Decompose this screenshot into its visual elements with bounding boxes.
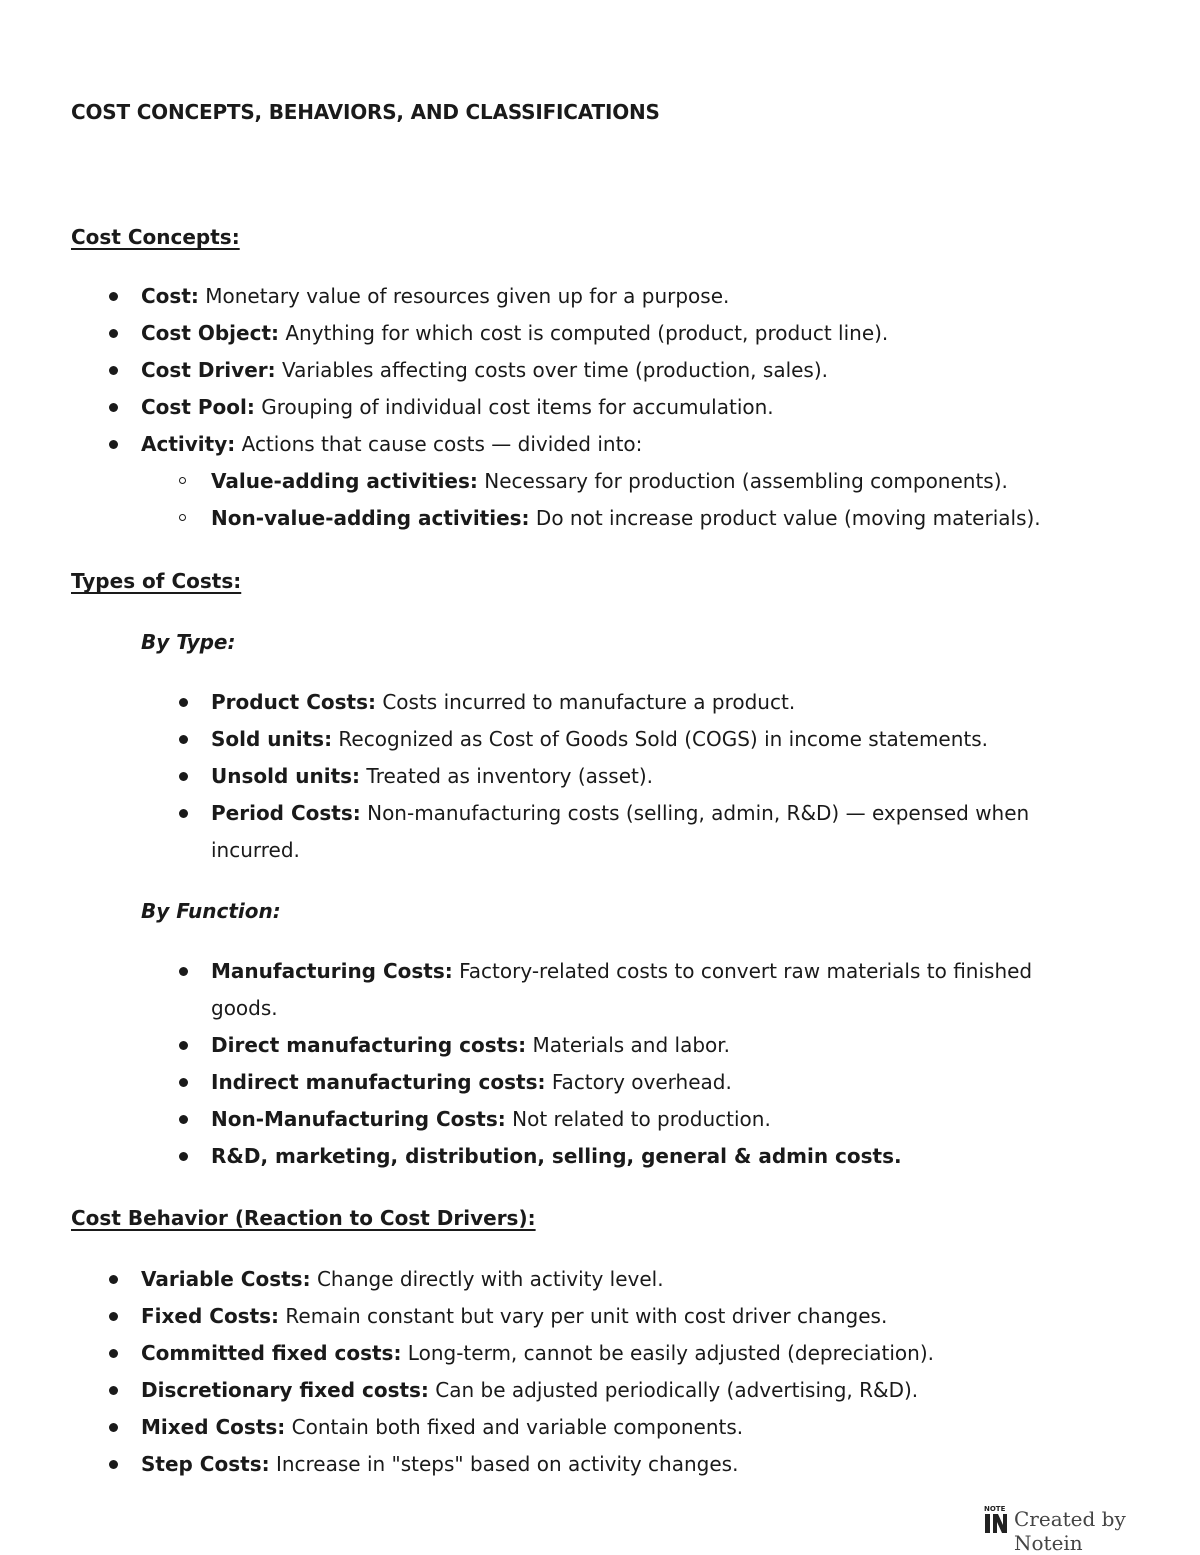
- list-item: [141, 315, 1121, 352]
- definition: Contain both fixed and variable components.: [285, 1415, 744, 1439]
- definition: Necessary for production (assembling components).: [477, 469, 1008, 493]
- term: Mixed Costs:: [141, 1415, 286, 1439]
- by-type-list: [211, 684, 1131, 869]
- term: Manufacturing Costs:: [211, 959, 453, 983]
- bullet-icon: [179, 967, 188, 976]
- by-function-list: [211, 953, 1131, 1175]
- bullet-icon: [109, 292, 118, 301]
- list-item: [141, 389, 1121, 426]
- section-heading-cost-behavior: Cost Behavior (Reaction to Cost Drivers):: [71, 1206, 536, 1230]
- list-item: [141, 426, 1121, 463]
- list-item: [141, 1446, 1121, 1483]
- activity-sublist: [211, 463, 1131, 537]
- term: Value-adding activities:: [211, 469, 478, 493]
- definition: Not related to production.: [505, 1107, 771, 1131]
- term: R&D, marketing, distribution, selling, general & admin costs.: [211, 1144, 902, 1168]
- term: Fixed Costs:: [141, 1304, 280, 1328]
- term: Variable Costs:: [141, 1267, 311, 1291]
- list-item: [141, 352, 1121, 389]
- bullet-icon: [179, 1041, 188, 1050]
- section-heading-types-of-costs: Types of Costs:: [71, 569, 242, 593]
- term: Non-Manufacturing Costs:: [211, 1107, 506, 1131]
- list-item: [141, 1261, 1121, 1298]
- subheading-by-type: By Type:: [141, 630, 236, 654]
- term: Direct manufacturing costs:: [211, 1033, 527, 1057]
- term: Cost Pool:: [141, 395, 255, 419]
- term: Cost Driver:: [141, 358, 276, 382]
- term: Period Costs:: [211, 801, 361, 825]
- bullet-icon: [109, 366, 118, 375]
- list-item: [141, 1409, 1121, 1446]
- list-item: [141, 278, 1121, 315]
- bullet-icon: [179, 772, 188, 781]
- bullet-icon: [109, 1386, 118, 1395]
- list-item: [211, 1064, 1131, 1101]
- section-heading-cost-concepts: Cost Concepts:: [71, 225, 240, 249]
- term: Indirect manufacturing costs:: [211, 1070, 546, 1094]
- bullet-icon: [179, 698, 188, 707]
- list-item: [141, 1298, 1121, 1335]
- bullet-icon: [109, 1460, 118, 1469]
- list-item: [141, 1372, 1121, 1409]
- list-item: [141, 1335, 1121, 1372]
- term: Cost:: [141, 284, 199, 308]
- list-item: [211, 684, 1131, 721]
- circle-bullet-icon: [179, 477, 186, 484]
- bullet-icon: [109, 440, 118, 449]
- definition: Long-term, cannot be easily adjusted (depreciation).: [401, 1341, 934, 1365]
- definition: Materials and labor.: [526, 1033, 730, 1057]
- sublist-item: [211, 463, 1131, 500]
- definition: Increase in "steps" based on activity changes.: [269, 1452, 739, 1476]
- cost-concepts-list: [141, 278, 1121, 463]
- bullet-icon: [179, 1115, 188, 1124]
- list-item: [211, 758, 1131, 795]
- definition: Variables affecting costs over time (production, sales).: [275, 358, 829, 382]
- term: Activity:: [141, 432, 236, 456]
- list-item: [211, 953, 1091, 1027]
- bullet-icon: [109, 1312, 118, 1321]
- term: Cost Object:: [141, 321, 279, 345]
- definition: Anything for which cost is computed (product, product line).: [279, 321, 889, 345]
- bullet-icon: [179, 809, 188, 818]
- cost-behavior-list: [141, 1261, 1121, 1483]
- definition: Grouping of individual cost items for accumulation.: [254, 395, 774, 419]
- notein-logo-icon: [984, 1503, 1008, 1535]
- definition: Actions that cause costs — divided into:: [235, 432, 643, 456]
- term: Unsold units:: [211, 764, 361, 788]
- bullet-icon: [109, 403, 118, 412]
- bullet-icon: [109, 1349, 118, 1358]
- definition: Non-manufacturing costs (selling, admin, R&D) — expensed when incurred.: [211, 801, 1030, 862]
- svg-text:NOTE: NOTE: [984, 1505, 1006, 1513]
- bullet-icon: [109, 1275, 118, 1284]
- subheading-by-function: By Function:: [141, 899, 281, 923]
- definition: Recognized as Cost of Goods Sold (COGS) in income statements.: [332, 727, 989, 751]
- list-item: [211, 795, 1081, 869]
- bullet-icon: [179, 1152, 188, 1161]
- term: Committed fixed costs:: [141, 1341, 402, 1365]
- definition: Factory-related costs to convert raw materials to finished goods.: [211, 959, 1033, 1020]
- document-title: COST CONCEPTS, BEHAVIORS, AND CLASSIFICATIONS: [71, 100, 660, 124]
- definition: Factory overhead.: [545, 1070, 732, 1094]
- definition: Costs incurred to manufacture a product.: [375, 690, 796, 714]
- term: Step Costs:: [141, 1452, 270, 1476]
- definition: Remain constant but vary per unit with cost driver changes.: [279, 1304, 888, 1328]
- bullet-icon: [109, 1423, 118, 1432]
- list-item: [211, 1027, 1131, 1064]
- term: Sold units:: [211, 727, 333, 751]
- definition: Do not increase product value (moving materials).: [529, 506, 1041, 530]
- sublist-item: [211, 500, 1131, 537]
- definition: Change directly with activity level.: [310, 1267, 664, 1291]
- definition: Can be adjusted periodically (advertising, R&D).: [428, 1378, 919, 1402]
- circle-bullet-icon: [179, 514, 186, 521]
- term: Non-value-adding activities:: [211, 506, 530, 530]
- bullet-icon: [179, 735, 188, 744]
- footer-credit: Created by Notein: [1014, 1507, 1126, 1555]
- bullet-icon: [179, 1078, 188, 1087]
- term: Discretionary fixed costs:: [141, 1378, 429, 1402]
- list-item: [211, 1101, 1131, 1138]
- list-item: [211, 1138, 1131, 1175]
- term: Product Costs:: [211, 690, 376, 714]
- definition: Monetary value of resources given up for a purpose.: [198, 284, 730, 308]
- list-item: [211, 721, 1131, 758]
- bullet-icon: [109, 329, 118, 338]
- definition: Treated as inventory (asset).: [360, 764, 654, 788]
